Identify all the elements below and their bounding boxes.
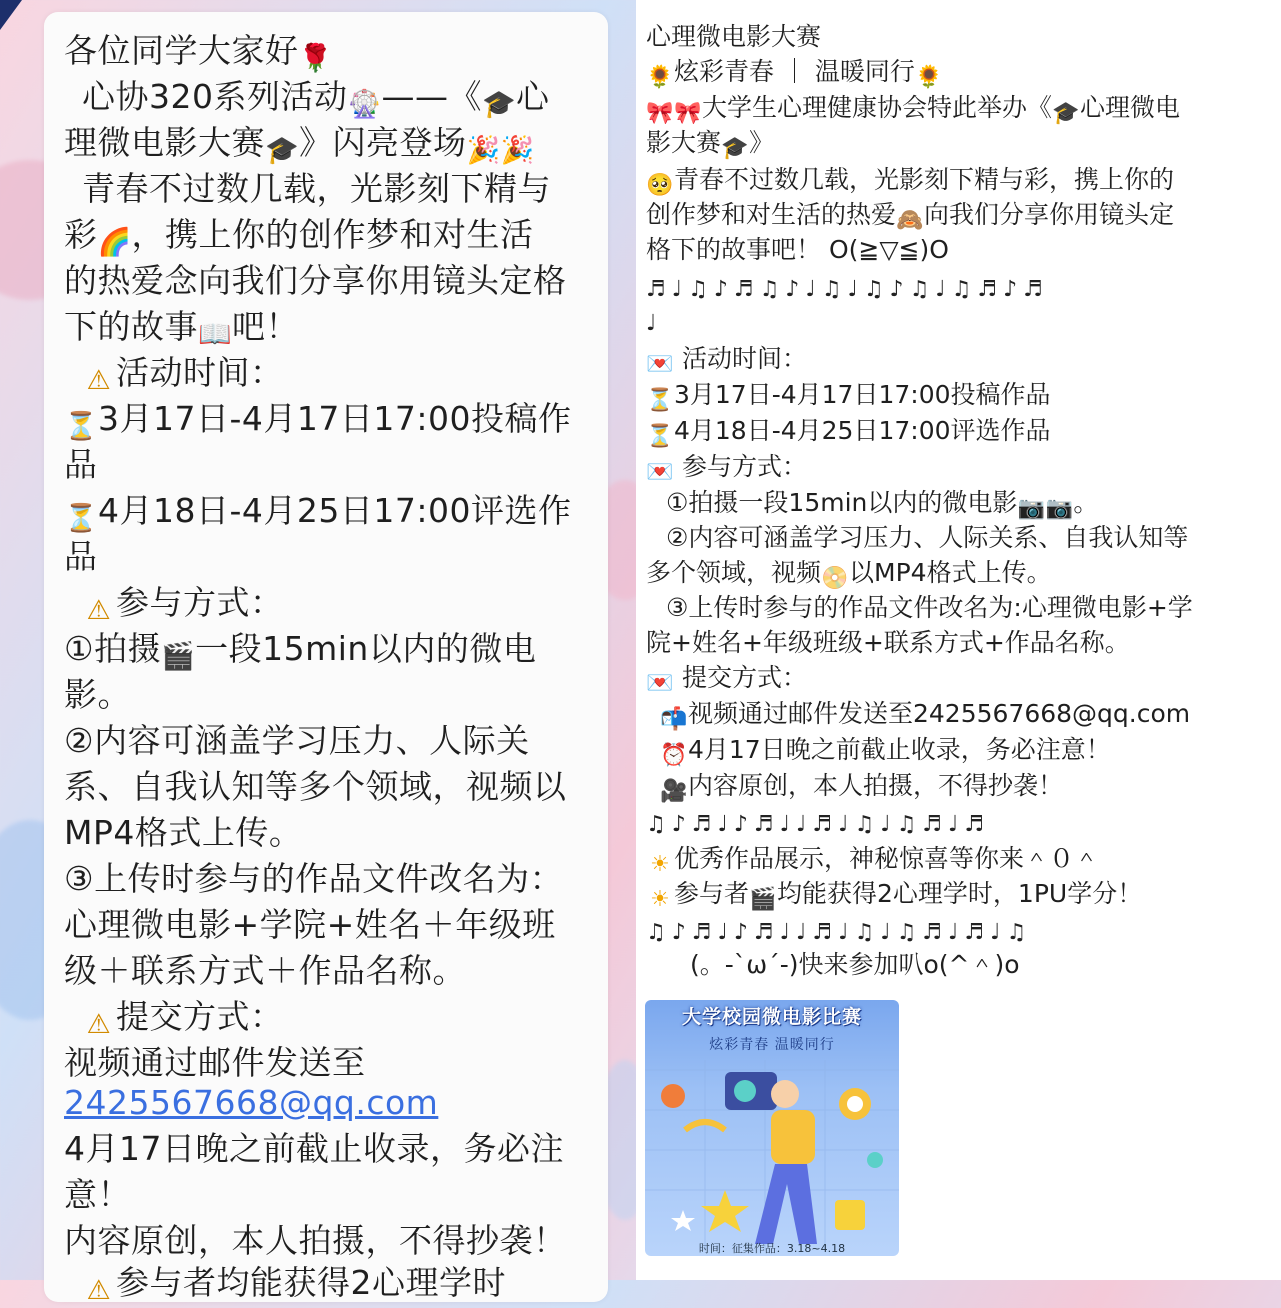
left-reward-item: ⚠ 参与者均能获得2心理学时 — [64, 1260, 506, 1308]
left-method-item-wrap: 影。 — [64, 675, 131, 714]
contest-poster-image[interactable] — [645, 1000, 899, 1256]
party-popper-icon: 🎉 — [466, 135, 501, 166]
left-method-item-wrap: 心理微电影+学院+姓名＋年级班 — [64, 905, 556, 944]
music-notes-divider-wrap: ♩ — [646, 311, 663, 336]
ferris-wheel-icon: 🎡 — [347, 89, 382, 120]
right-method-item-wrap: 多个领域，视频📀以MP4格式上传。 — [646, 558, 1052, 591]
alarm-clock-icon: ⏰ — [660, 743, 688, 768]
left-submit-heading: ⚠ 提交方式： — [64, 994, 284, 1042]
right-submit-heading: 💌 提交方式： — [646, 663, 807, 696]
right-showcase-line: ☀ 优秀作品展示，神秘惊喜等你来＾０＾ — [646, 842, 1099, 879]
right-closing-line: (。-`ω´-)快来参加叭o(^＾)o — [690, 950, 1020, 979]
left-method-item-wrap: 级＋联系方式＋作品名称。 — [64, 951, 466, 990]
ribbon-icon: 🎀 — [646, 101, 674, 126]
left-email-line — [64, 1080, 438, 1126]
graduation-cap-icon: 🎓 — [721, 136, 749, 161]
left-time-item: ⏳4月18日-4月25日17:00评选作 — [64, 491, 572, 534]
left-method-item: ③上传时参与的作品文件改名为： — [64, 859, 564, 898]
left-submit-item-wrap: 意！ — [64, 1175, 131, 1214]
left-intro-line: 心协320系列活动🎡——《🎓心 — [82, 77, 550, 120]
warning-icon: ⚠ — [86, 1275, 112, 1306]
left-submit-item: 视频通过邮件发送至 — [64, 1043, 366, 1082]
warning-icon: ⚠ — [86, 1009, 112, 1040]
hourglass-icon: ⏳ — [646, 388, 674, 413]
left-desc-line: 的热爱念向我们分享你用镜头定格 — [64, 261, 567, 300]
sun-icon: ☀ — [650, 887, 670, 912]
warning-icon: ⚠ — [86, 365, 112, 396]
hourglass-icon: ⏳ — [64, 411, 99, 442]
corner-decoration — [0, 0, 22, 30]
music-notes-divider: ♬♩♫♪♬♫♪♩♫♩♫♪♫♩♫♬♪♬ — [646, 277, 1049, 302]
right-time-heading: 💌 活动时间： — [646, 344, 807, 377]
music-notes-divider: ♫♪♬♩♪♬♩♩♬♩♫♩♫♬♩♬ — [646, 812, 991, 837]
right-desc-line: 格下的故事吧！ O(≧▽≦)O — [646, 235, 949, 264]
rainbow-icon: 🌈 — [97, 227, 132, 258]
poster-subtitle: 炫彩青春 温暖同行 — [709, 1037, 835, 1053]
movie-camera-icon: 🎥 — [660, 779, 688, 804]
right-title: 心理微电影大赛 — [646, 22, 822, 51]
right-submit-item: 📬视频通过邮件发送至2425567668@qq.com — [660, 699, 1191, 732]
hourglass-icon: ⏳ — [646, 424, 674, 449]
right-time-item: ⏳3月17日-4月17日17:00投稿作品 — [646, 380, 1051, 413]
left-desc-line: 彩🌈，携上你的创作梦和对生活 — [64, 215, 534, 258]
sunflower-icon: 🌻 — [646, 65, 674, 90]
camera-icon: 📷 — [1017, 496, 1046, 521]
hourglass-icon: ⏳ — [64, 503, 99, 534]
heart-letter-icon: 💌 — [646, 352, 674, 377]
right-slogan: 🌻炫彩青春 ｜ 温暖同行🌻 — [646, 57, 943, 90]
graduation-cap-icon: 🎓 — [1052, 101, 1080, 126]
heart-letter-icon: 💌 — [646, 671, 674, 696]
right-submit-item: ⏰4月17日晚之前截止收录，务必注意！ — [660, 735, 1111, 768]
pleading-face-icon: 🥺 — [646, 173, 674, 198]
left-time-item: ⏳3月17日-4月17日17:00投稿作 — [64, 399, 572, 442]
email-link[interactable]: 2425567668@qq.com — [64, 1083, 439, 1122]
ribbon-icon: 🎀 — [674, 101, 702, 126]
left-submit-item: 内容原创，本人拍摄，不得抄袭！ — [64, 1221, 567, 1260]
party-popper-icon: 🎉 — [500, 135, 535, 166]
poster-footer: 时间：征集作品：3.18~4.18 — [698, 1242, 846, 1255]
right-method-item-wrap: 院+姓名+年级班级+联系方式+作品名称。 — [646, 628, 1130, 657]
right-desc-line: 创作梦和对生活的热爱🙈向我们分享你用镜头定 — [646, 200, 1175, 233]
clapperboard-icon: 🎬 — [749, 887, 777, 912]
right-desc-line: 🥺青春不过数几载，光影刻下精与彩，携上你的 — [646, 165, 1175, 198]
left-time-item-wrap: 品 — [64, 445, 98, 484]
left-submit-item: 4月17日晚之前截止收录，务必注 — [64, 1129, 564, 1168]
disc-icon: 📀 — [821, 566, 849, 591]
sun-icon: ☀ — [650, 852, 670, 877]
rose-icon: 🌹 — [298, 43, 333, 74]
right-host-line-wrap: 影大赛🎓》 — [646, 128, 775, 161]
right-reward-line: ☀ 参与者🎬均能获得2心理学时，1PU学分！ — [646, 877, 1142, 914]
left-desc-line: 青春不过数几载，光影刻下精与 — [82, 169, 551, 208]
graduation-cap-icon: 🎓 — [482, 89, 517, 120]
right-method-item: ②内容可涵盖学习压力、人际关系、自我认知等 — [666, 523, 1189, 552]
music-notes-divider: ♫♪♬♩♪♬♩♩♬♩♫♩♫♬♩♬♩♫ — [646, 920, 1033, 945]
graduation-cap-icon: 🎓 — [265, 135, 300, 166]
mailbox-icon: 📬 — [660, 707, 688, 732]
heart-letter-icon: 💌 — [646, 460, 674, 485]
right-time-item: ⏳4月18日-4月25日17:00评选作品 — [646, 416, 1051, 449]
clapperboard-icon: 🎬 — [161, 641, 196, 672]
sunflower-icon: 🌻 — [915, 65, 943, 90]
left-intro-line-2: 理微电影大赛🎓》闪亮登场🎉🎉 — [64, 123, 535, 166]
right-submit-item: 🎥内容原创，本人拍摄，不得抄袭！ — [660, 771, 1064, 804]
right-host-line: 🎀🎀大学生心理健康协会特此举办《🎓心理微电 — [646, 93, 1181, 126]
left-desc-line: 下的故事📖吧！ — [64, 307, 299, 350]
left-method-item-wrap: MP4格式上传。 — [64, 813, 303, 852]
poster-title: 大学校园微电影比赛 — [681, 1006, 862, 1028]
left-method-item-wrap: 系、自我认知等多个领域，视频以 — [64, 767, 567, 806]
right-method-item: ③上传时参与的作品文件改名为:心理微电影+学 — [666, 593, 1193, 622]
see-no-evil-monkey-icon: 🙈 — [896, 208, 924, 233]
left-time-item-wrap: 品 — [64, 537, 98, 576]
warning-icon: ⚠ — [86, 595, 112, 626]
left-greeting: 各位同学大家好🌹 — [64, 31, 333, 74]
left-method-heading: ⚠ 参与方式： — [64, 580, 284, 628]
open-book-icon: 📖 — [198, 319, 233, 350]
camera-icon: 📷 — [1045, 496, 1074, 521]
right-method-item: ①拍摄一段15min以内的微电影📷📷。 — [666, 488, 1099, 521]
left-method-item: ①拍摄🎬一段15min以内的微电 — [64, 629, 537, 672]
left-method-item: ②内容可涵盖学习压力、人际关 — [64, 721, 530, 760]
right-method-heading: 💌 参与方式： — [646, 452, 807, 485]
left-time-heading: ⚠ 活动时间： — [64, 350, 284, 398]
